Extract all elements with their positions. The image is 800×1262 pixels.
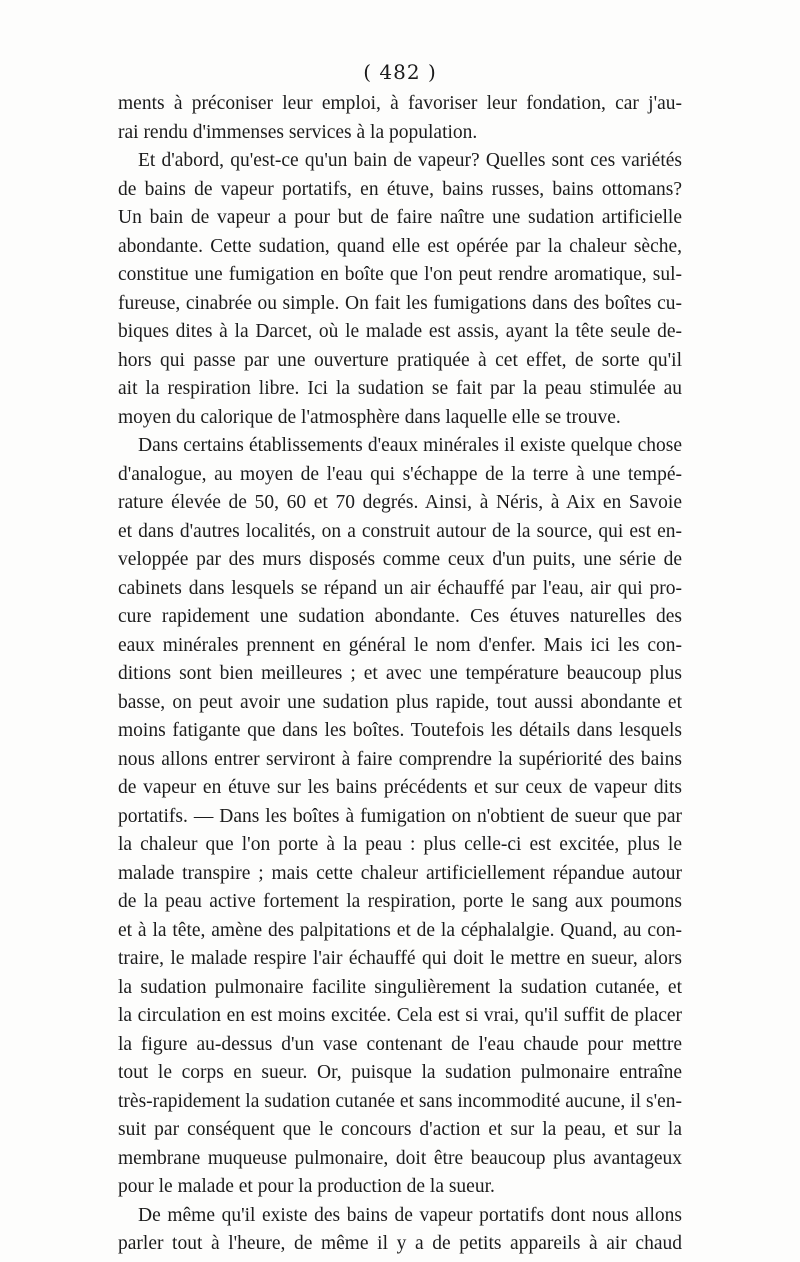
text-line: et dans d'autres localités, on a construit autour de la source, qui est en- bbox=[118, 520, 682, 542]
text-line: constitue une fumigation en boîte que l'on peut rendre aromatique, sul- bbox=[118, 264, 682, 285]
text-line: suit par conséquent que le concours d'action et sur la peau, et sur la bbox=[118, 1119, 682, 1140]
text-line: moyen du calorique de l'atmosphère dans laquelle elle se trouve. bbox=[118, 406, 621, 428]
text-line: la figure au-dessus d'un vase contenant de l'eau chaude pour mettre bbox=[118, 1033, 682, 1055]
text-line: d'analogue, au moyen de l'eau qui s'échappe de la terre à une tempé- bbox=[118, 463, 682, 485]
text-line: fureuse, cinabrée ou simple. On fait les fumigations dans des boîtes cu- bbox=[118, 292, 682, 314]
text-line: et à la tête, amène des palpitations et de la céphalalgie. Quand, au con- bbox=[118, 919, 682, 941]
text-line: rature élevée de 50, 60 et 70 degrés. Ainsi, à Néris, à Aix en Savoie bbox=[118, 492, 682, 513]
text-line: tout le corps en sueur. Or, puisque la sudation pulmonaire entraîne bbox=[118, 1062, 682, 1083]
text-line: moins fatigante que dans les boîtes. Toutefois les détails dans lesquels bbox=[118, 720, 682, 741]
text-line: très-rapidement la sudation cutanée et sans incommodité aucune, il s'en- bbox=[118, 1090, 682, 1112]
text-line: Et d'abord, qu'est-ce qu'un bain de vapeur? Quelles sont ces variétés bbox=[138, 150, 682, 171]
text-line: la chaleur que l'on porte à la peau : plus celle-ci est excitée, plus le bbox=[118, 834, 682, 855]
text-line: la circulation en est moins excitée. Cela est si vrai, qu'il suffit de placer bbox=[118, 1005, 682, 1026]
text-line: basse, on peut avoir une sudation plus rapide, tout aussi abondante et bbox=[118, 691, 682, 713]
text-line: parler tout à l'heure, de même il y a de petits appareils à air chaud bbox=[118, 1233, 682, 1254]
text-line: membrane muqueuse pulmonaire, doit être beaucoup plus avantageux bbox=[118, 1147, 682, 1169]
text-line: pour le malade et pour la production de la sueur. bbox=[118, 1176, 495, 1197]
text-line: la sudation pulmonaire facilite singulièrement la sudation cutanée, et bbox=[118, 976, 682, 998]
text-line: veloppée par des murs disposés comme ceux d'un puits, une série de bbox=[118, 549, 682, 570]
text-line: ait la respiration libre. Ici la sudation se fait par la peau stimulée au bbox=[118, 378, 682, 399]
text-line: rai rendu d'immenses services à la population. bbox=[118, 121, 478, 143]
text-line: cure rapidement une sudation abondante. Ces étuves naturelles des bbox=[118, 606, 682, 627]
text-line: eaux minérales prennent en général le nom d'enfer. Mais ici les con- bbox=[118, 634, 682, 656]
text-line: de la peau active fortement la respiration, porte le sang aux poumons bbox=[118, 891, 682, 912]
text-line: De même qu'il existe des bains de vapeur portatifs dont nous allons bbox=[138, 1204, 682, 1226]
text-line: malade transpire ; mais cette chaleur artificiellement répandue autour bbox=[118, 862, 682, 884]
text-line: hors qui passe par une ouverture pratiquée à cet effet, de sorte qu'il bbox=[118, 349, 682, 371]
text-line: ditions sont bien meilleures ; et avec une température beaucoup plus bbox=[118, 663, 682, 684]
text-line: nous allons entrer serviront à faire comprendre la supériorité des bains bbox=[118, 748, 682, 770]
text-line: Dans certains établissements d'eaux minérales il existe quelque chose bbox=[138, 435, 682, 456]
text-line: abondante. Cette sudation, quand elle est opérée par la chaleur sèche, bbox=[118, 235, 682, 257]
text-line: ments à préconiser leur emploi, à favoriser leur fondation, car j'au- bbox=[118, 93, 682, 114]
page-number: ( 482 ) bbox=[363, 60, 437, 84]
text-line: biques dites à la Darcet, où le malade est assis, ayant la tête seule de- bbox=[118, 321, 682, 342]
text-line: traire, le malade respire l'air échauffé qui doit le mettre en sueur, alors bbox=[118, 948, 682, 969]
text-line: de bains de vapeur portatifs, en étuve, bains russes, bains ottomans? bbox=[118, 178, 682, 200]
text-line: portatifs. — Dans les boîtes à fumigation on n'obtient de sueur que par bbox=[118, 805, 682, 827]
body-text bbox=[118, 90, 682, 1259]
text-line: de vapeur en étuve sur les bains précédents et sur ceux de vapeur dits bbox=[118, 777, 682, 798]
text-line: Un bain de vapeur a pour but de faire naître une sudation artificielle bbox=[118, 207, 682, 228]
text-line: cabinets dans lesquels se répand un air échauffé par l'eau, air qui pro- bbox=[118, 577, 682, 599]
